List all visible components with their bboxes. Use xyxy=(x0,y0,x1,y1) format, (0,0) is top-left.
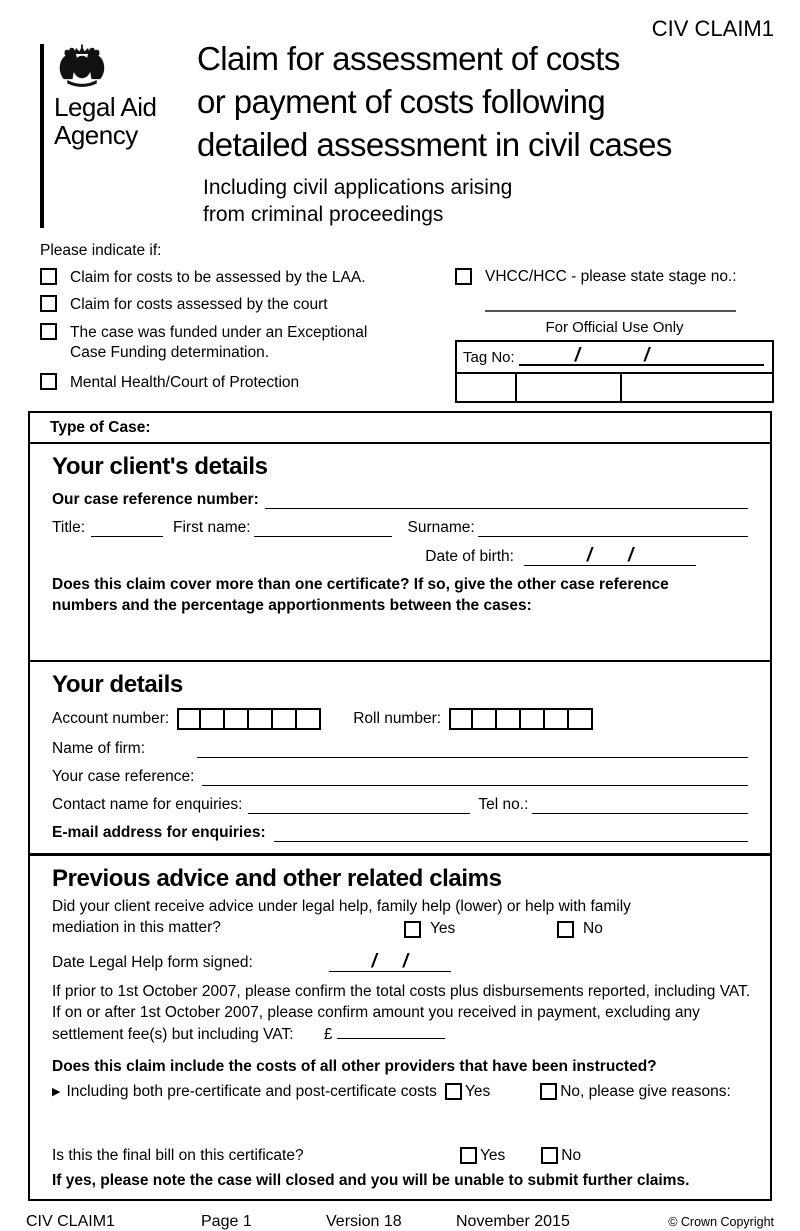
dob-field[interactable] xyxy=(524,546,696,566)
option-label: The case was funded under an Exceptional Case Funding determination. xyxy=(70,323,368,361)
official-use-cell-1[interactable] xyxy=(457,374,517,401)
firm-name-field[interactable] xyxy=(197,739,748,758)
including-costs-label: Including both pre-certificate and post-certificate costs xyxy=(66,1082,437,1100)
no-reasons-label: No, please give reasons: xyxy=(560,1082,731,1100)
first-name-field[interactable] xyxy=(254,518,392,537)
checkbox-providers-no[interactable] xyxy=(540,1083,557,1100)
slash-glyph: / xyxy=(586,545,592,567)
account-number-boxes[interactable] xyxy=(177,708,321,730)
yes-label: Yes xyxy=(430,920,456,938)
indicate-section xyxy=(0,228,800,403)
footer-page-number: Page 1 xyxy=(201,1212,252,1230)
legal-aid-agency-logo xyxy=(40,44,195,228)
client-details-heading: Your client's details xyxy=(52,453,268,481)
option-costs-assessed-court xyxy=(40,295,435,315)
firm-name-label: Name of firm: xyxy=(52,740,146,758)
form-code-header: CIV CLAIM1 xyxy=(651,16,774,41)
final-bill-question: Is this the final bill on this certificate? xyxy=(52,1146,304,1164)
final-bill-row xyxy=(52,1147,748,1165)
type-of-case-label: Type of Case: xyxy=(50,419,151,437)
previous-advice-heading: Previous advice and other related claims xyxy=(52,865,502,893)
surname-label: Surname: xyxy=(407,519,475,537)
slash-glyph: / xyxy=(574,345,580,367)
digit-box[interactable] xyxy=(473,708,497,730)
payment-amount-field[interactable] xyxy=(337,1023,445,1039)
vhcc-label: VHCC/HCC - please state stage no.: xyxy=(485,268,737,286)
including-costs-row xyxy=(52,1083,748,1101)
digit-box[interactable] xyxy=(177,708,201,730)
footer-copyright: © Crown Copyright xyxy=(668,1214,774,1229)
option-label: Claim for costs to be assessed by the LAA. xyxy=(70,269,366,287)
previous-advice-section xyxy=(30,853,770,1190)
option-vhcc-hcc xyxy=(455,268,774,286)
pound-symbol: £ xyxy=(323,1025,333,1043)
digit-box[interactable] xyxy=(249,708,273,730)
digit-box[interactable] xyxy=(545,708,569,730)
first-name-label: First name: xyxy=(173,519,251,537)
digit-box[interactable] xyxy=(273,708,297,730)
yes-label: Yes xyxy=(464,1082,491,1100)
tag-no-field[interactable] xyxy=(519,346,764,366)
title-label: Title: xyxy=(52,519,86,537)
indicate-intro: Please indicate if: xyxy=(40,242,162,260)
tel-no-field[interactable] xyxy=(532,795,748,814)
october-2007-text-body: If prior to 1st October 2007, please confirm the total costs plus disbursements reported, including VAT. If on or after 1st October 2007, please confirm amount you received in payment, excluding any settlement fee(s) but including VAT: xyxy=(52,983,751,1043)
roll-number-boxes[interactable] xyxy=(449,708,593,730)
checkbox-final-bill-no[interactable] xyxy=(541,1147,558,1164)
your-details-heading: Your details xyxy=(52,671,183,699)
form-body xyxy=(28,411,772,1201)
logo-text-line1: Legal Aid xyxy=(54,92,157,122)
your-case-reference-field[interactable] xyxy=(202,767,748,786)
title-field[interactable] xyxy=(91,518,163,537)
final-bill-note: If yes, please note the case will closed and you will be unable to submit further claims. xyxy=(52,1171,690,1189)
page-footer xyxy=(0,1201,800,1231)
date-signed-label: Date Legal Help form signed: xyxy=(52,954,253,972)
digit-box[interactable] xyxy=(497,708,521,730)
slash-glyph: / xyxy=(643,345,650,367)
email-label: E-mail address for enquiries: xyxy=(52,824,266,842)
footer-date: November 2015 xyxy=(456,1212,570,1230)
checkbox-advice-no[interactable] xyxy=(557,921,574,938)
digit-box[interactable] xyxy=(297,708,321,730)
footer-version: Version 18 xyxy=(326,1212,402,1230)
slash-glyph: / xyxy=(402,951,409,973)
contact-name-label: Contact name for enquiries: xyxy=(52,796,243,814)
providers-question: Does this claim include the costs of all other providers that have been instructed? xyxy=(52,1058,657,1076)
checkbox-vhcc-hcc[interactable] xyxy=(455,268,472,285)
checkbox-costs-assessed-court[interactable] xyxy=(40,295,57,312)
yes-label: Yes xyxy=(480,1146,506,1164)
official-use-title: For Official Use Only xyxy=(545,319,684,337)
option-mental-health xyxy=(40,373,435,393)
email-field[interactable] xyxy=(274,823,748,842)
official-use-cell-2[interactable] xyxy=(517,374,622,401)
advice-question-block xyxy=(52,897,748,938)
form-subtitle xyxy=(203,174,672,229)
digit-box[interactable] xyxy=(225,708,249,730)
form-title-line3: detailed assessment in civil cases xyxy=(197,125,672,163)
checkbox-providers-yes[interactable] xyxy=(445,1083,462,1100)
no-label: No xyxy=(561,1146,582,1164)
tag-no-label: Tag No: xyxy=(463,349,515,367)
checkbox-costs-assessed-laa[interactable] xyxy=(40,268,57,285)
advice-question: Did your client receive advice under legal help, family help (lower) or help with family mediation in this matter? xyxy=(52,898,631,936)
triangle-bullet-icon: ▶ xyxy=(52,1086,61,1099)
type-of-case-row[interactable] xyxy=(30,413,770,444)
no-label: No xyxy=(583,920,603,938)
form-subtitle-line1: Including civil applications arising xyxy=(203,175,513,199)
option-label: Claim for costs assessed by the court xyxy=(70,296,328,314)
case-reference-label: Our case reference number: xyxy=(52,491,259,509)
option-costs-assessed-laa xyxy=(40,268,435,288)
multi-certificate-question: Does this claim cover more than one certificate? If so, give the other case reference numbers and the percentage apportionments between the cases: xyxy=(52,576,669,614)
option-label: Mental Health/Court of Protection xyxy=(70,373,300,391)
form-title-line1: Claim for assessment of costs xyxy=(197,40,620,77)
case-reference-field[interactable] xyxy=(265,490,748,509)
digit-box[interactable] xyxy=(521,708,545,730)
digit-box[interactable] xyxy=(201,708,225,730)
checkbox-exceptional-case-funding[interactable] xyxy=(40,323,57,340)
tel-no-label: Tel no.: xyxy=(478,796,529,814)
multi-certificate-answer-space[interactable] xyxy=(52,616,748,660)
reasons-write-in-space[interactable] xyxy=(52,1101,748,1147)
your-case-reference-label: Your case reference: xyxy=(52,768,195,786)
october-2007-text xyxy=(52,982,760,1045)
slash-glyph: / xyxy=(371,951,377,973)
contact-name-field[interactable] xyxy=(248,795,470,814)
form-title-line2: or payment of costs following xyxy=(197,82,606,120)
roll-number-label: Roll number: xyxy=(353,710,442,728)
vhcc-stage-no-field[interactable] xyxy=(485,286,736,312)
digit-box[interactable] xyxy=(569,708,593,730)
official-use-box xyxy=(455,340,774,403)
slash-glyph: / xyxy=(628,545,634,567)
your-details-section xyxy=(30,660,770,842)
footer-form-code: CIV CLAIM1 xyxy=(26,1212,115,1230)
official-use-cell-3[interactable] xyxy=(622,374,772,401)
form-title xyxy=(197,38,672,167)
checkbox-advice-yes[interactable] xyxy=(404,921,421,938)
checkbox-final-bill-yes[interactable] xyxy=(460,1147,477,1164)
client-details-section xyxy=(30,444,770,660)
checkbox-mental-health[interactable] xyxy=(40,373,57,390)
date-signed-field[interactable] xyxy=(329,952,451,972)
logo-text-line2: Agency xyxy=(54,119,138,150)
form-subtitle-line2: from criminal proceedings xyxy=(203,202,444,226)
account-number-label: Account number: xyxy=(52,710,170,728)
digit-box[interactable] xyxy=(449,708,473,730)
option-exceptional-case-funding xyxy=(40,323,435,363)
surname-field[interactable] xyxy=(478,518,748,537)
royal-crest-icon xyxy=(56,44,108,90)
dob-label: Date of birth: xyxy=(425,548,514,566)
